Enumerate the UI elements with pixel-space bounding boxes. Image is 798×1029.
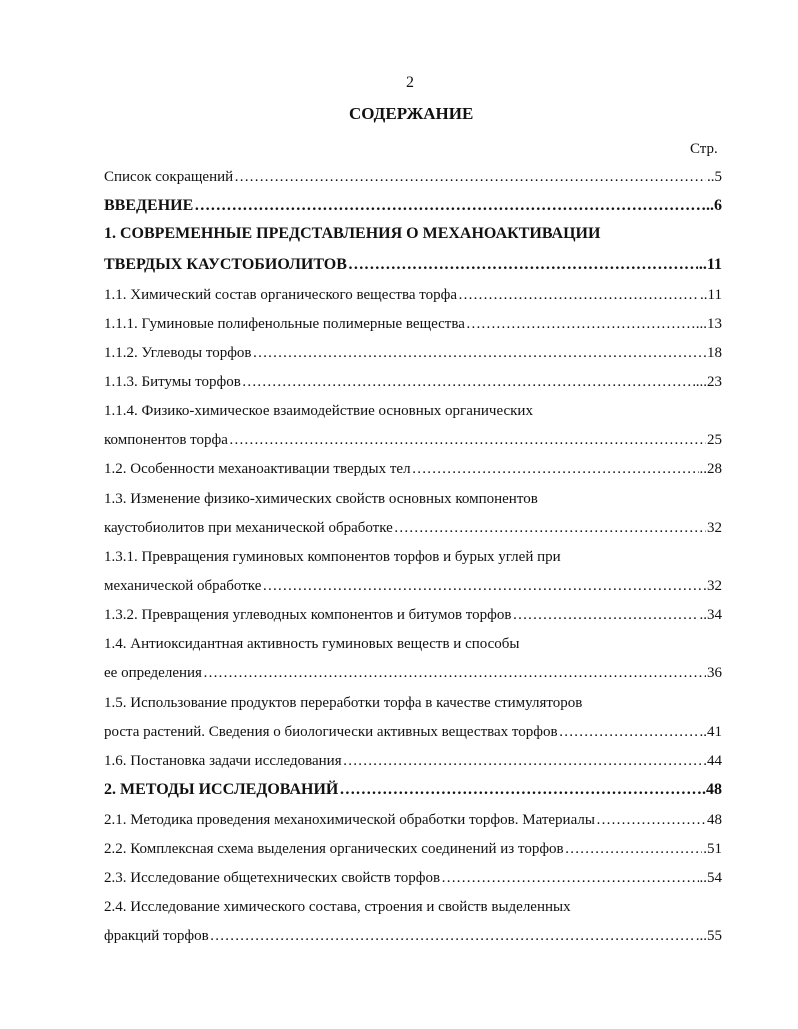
toc-leader (565, 840, 703, 858)
toc-entry-title: ТВЕРДЫХ КАУСТОБИОЛИТОВ (104, 256, 347, 273)
page-column-label: Стр. (690, 141, 718, 157)
toc-entry-title: фракций торфов (104, 928, 209, 944)
toc-entry-title: 1.3.2. Превращения углеводных компонентов и битумов торфов (104, 607, 512, 623)
toc-entry (104, 168, 722, 186)
toc-entry-page: ..11 (698, 256, 722, 273)
toc-entry (104, 431, 722, 449)
toc-entry-title: 2.1. Методика проведения механохимической обработки торфов. Материалы (104, 812, 595, 828)
toc-entry-page: .44 (703, 753, 722, 769)
toc-entry (104, 927, 722, 945)
toc-entry-title: каустобиолитов при механической обработке (104, 520, 393, 536)
toc-entry-page: ..11 (700, 287, 722, 303)
toc-leader (394, 519, 706, 537)
toc-entry-page: 48 (707, 812, 722, 828)
toc-leader (458, 286, 699, 304)
toc-entry-title: 1.1.3. Битумы торфов (104, 374, 241, 390)
toc-leader (253, 344, 706, 362)
toc-leader (441, 869, 698, 887)
toc-entry-line: 1.3.1. Превращения гуминовых компонентов торфов и бурых углей при (104, 549, 561, 565)
toc-entry-line: 1. СОВРЕМЕННЫЕ ПРЕДСТАВЛЕНИЯ О МЕХАНОАКТИВАЦИИ (104, 225, 601, 242)
toc-entry (104, 197, 722, 215)
toc-entry (104, 519, 722, 537)
toc-entry-title: 2.3. Исследование общетехнических свойств торфов (104, 870, 441, 886)
toc-leader (262, 577, 706, 595)
toc-entry-page: 32 (707, 578, 722, 594)
toc-leader (596, 811, 706, 829)
toc-leader (339, 781, 701, 799)
toc-entry-title: ВВЕДЕНИЕ (104, 197, 194, 214)
toc-leader (210, 927, 695, 945)
toc-entry (104, 664, 722, 682)
toc-leader (234, 168, 706, 186)
toc-entry-title: компонентов торфа (104, 432, 228, 448)
toc-entry-page: ..34 (699, 607, 722, 623)
toc-entry-page: .51 (703, 841, 722, 857)
toc-entry (104, 315, 722, 333)
toc-entry-title: 1.1.1. Гуминовые полифенольные полимерные вещества (104, 316, 465, 332)
toc-entry (104, 286, 722, 304)
toc-entry-line: 2.4. Исследование химического состава, строения и свойств выделенных (104, 899, 571, 915)
toc-leader (559, 723, 699, 741)
toc-entry-page: ..54 (699, 870, 722, 886)
toc-entry-title: 1.1.2. Углеводы торфов (104, 345, 252, 361)
toc-entry (104, 811, 722, 829)
toc-entry (104, 344, 722, 362)
toc-entry-title: 2.2. Комплексная схема выделения органических соединений из торфов (104, 841, 564, 857)
toc-entry-page: ..5 (707, 169, 722, 185)
toc-entry-title: механической обработке (104, 578, 262, 594)
toc-entry (104, 869, 722, 887)
toc-leader (194, 197, 705, 215)
toc-entry-page: .48 (702, 781, 722, 798)
toc-leader (203, 664, 706, 682)
toc-entry-page: 36 (707, 665, 722, 681)
toc-entry (104, 256, 722, 274)
toc-entry (104, 373, 722, 391)
toc-entry (104, 781, 722, 799)
toc-leader (229, 431, 706, 449)
toc-entry-page: ...23 (695, 374, 722, 390)
toc-leader (412, 460, 699, 478)
toc-entry (104, 460, 722, 478)
toc-leader (242, 373, 695, 391)
toc-leader (348, 256, 698, 274)
toc-entry (104, 606, 722, 624)
toc-entry (104, 752, 722, 770)
toc-entry-line: 1.1.4. Физико-химическое взаимодействие основных органических (104, 403, 533, 419)
toc-entry-title: ее определения (104, 665, 202, 681)
toc-entry-title: 1.1. Химический состав органического вещества торфа (104, 287, 457, 303)
toc-entry-page: 32 (707, 520, 722, 536)
toc-entry-line: 1.4. Антиоксидантная активность гуминовых веществ и способы (104, 636, 520, 652)
page-title: СОДЕРЖАНИЕ (349, 104, 474, 123)
toc-entry (104, 840, 722, 858)
toc-entry-page: ...13 (695, 316, 722, 332)
toc-leader (512, 606, 698, 624)
toc-entry-page: ..41 (699, 724, 722, 740)
toc-entry-title: 1.2. Особенности механоактивации твердых тел (104, 461, 411, 477)
page-number: 2 (406, 74, 414, 91)
toc-entry-title: Список сокращений (104, 169, 234, 185)
toc-entry-line: 1.3. Изменение физико-химических свойств основных компонентов (104, 491, 538, 507)
toc-entry-title: 1.6. Постановка задачи исследования (104, 753, 342, 769)
toc-entry-line: 1.5. Использование продуктов переработки торфа в качестве стимуляторов (104, 695, 583, 711)
toc-entry-page: 25 (707, 432, 722, 448)
toc-entry-page: 18 (707, 345, 722, 361)
toc-entry-title: роста растений. Сведения о биологически активных веществах торфов (104, 724, 558, 740)
toc-entry-page: ..28 (699, 461, 722, 477)
toc-entry-page: ...55 (695, 928, 722, 944)
toc-entry-page: ..6 (706, 197, 722, 214)
toc-leader (343, 752, 703, 770)
toc-entry-title: 2. МЕТОДЫ ИССЛЕДОВАНИЙ (104, 781, 339, 798)
toc-entry (104, 577, 722, 595)
toc-entry (104, 723, 722, 741)
toc-leader (466, 315, 695, 333)
